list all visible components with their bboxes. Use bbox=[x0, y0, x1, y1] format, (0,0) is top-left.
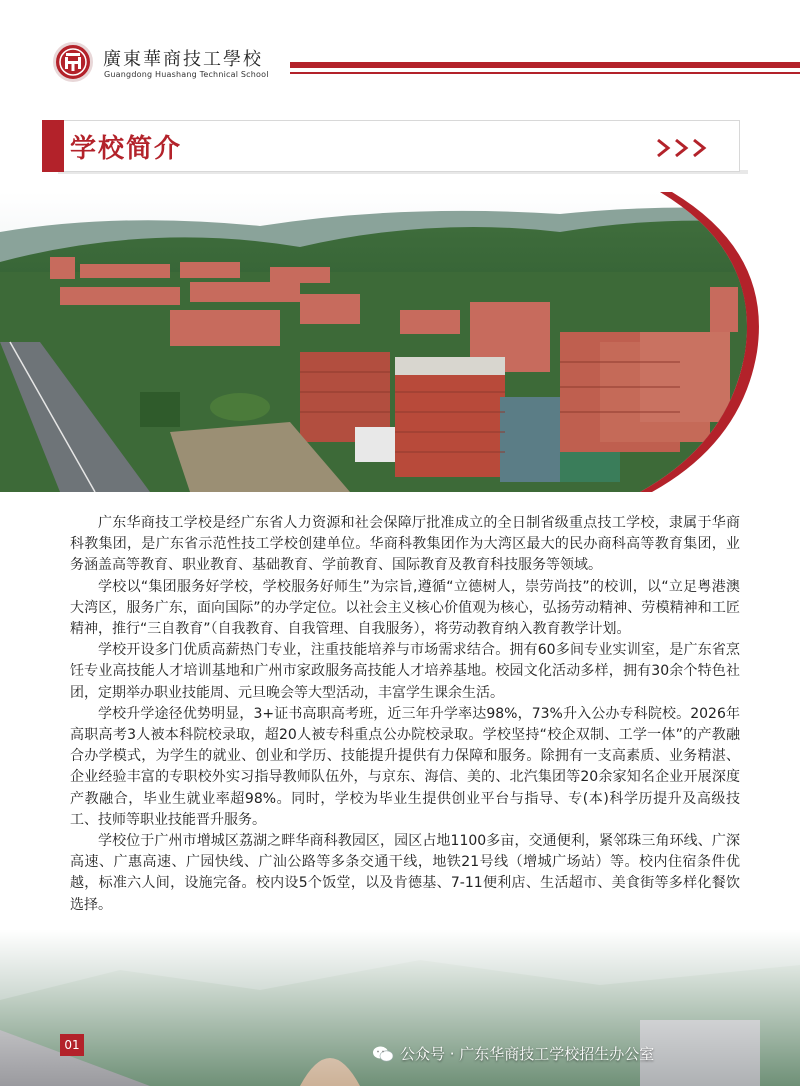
wechat-icon bbox=[372, 1045, 394, 1063]
title-bar-accent bbox=[42, 120, 64, 172]
school-logo bbox=[53, 42, 93, 82]
section-title: 学校简介 bbox=[70, 134, 183, 164]
school-name-en: Guangdong Huashang Technical School bbox=[104, 70, 269, 79]
intro-body bbox=[70, 513, 740, 916]
header-rule-thick bbox=[290, 62, 800, 68]
intro-paragraph-1: 广东华商技工学校是经广东省人力资源和社会保障厅批准成立的全日制省级重点技工学校，隶属于华商科教集团，是广东省示范性技工学校创建单位。华商科教集团作为大湾区最大的民办商科高等教育集团，业务涵盖高等教育、职业教育、基础教育、学前教育、国际教育及教育科技服务等领域。 bbox=[70, 515, 740, 574]
wechat-account-name: 公众号 · 广东华商技工学校招生办公室 bbox=[400, 1045, 655, 1063]
school-name-cn: 廣東華商技工學校 bbox=[103, 49, 263, 70]
page-number: 01 bbox=[60, 1034, 84, 1056]
intro-paragraph-2: 学校以“集团服务好学校，学校服务好师生”为宗旨,遵循“立德树人，崇劳尚技”的校训，以“立足粤港澳大湾区，服务广东，面向国际”的办学定位。以社会主义核心价值观为核心，弘扬劳动精神、劳模精神和工匠精神，推行“三自教育”（自我教育、自我管理、自我服务），将劳动教育纳入教育教学计划。 bbox=[70, 578, 740, 638]
intro-paragraph-5: 学校位于广州市增城区荔湖之畔华商科教园区，园区占地1100多亩，交通便利，紧邻珠三角环线、广深高速、广惠高速、广园快线、广汕公路等多条交通干线，地铁21号线（增城广场站）等。校内住宿条件优越，标准六人间，设施完备。校内设5个饭堂，以及肯德基、7-11便利店、生活超市、美食街等多样化餐饮选择。 bbox=[70, 833, 740, 913]
campus-aerial-photo bbox=[0, 192, 800, 492]
intro-paragraph-3: 学校开设多门优质高薪热门专业，注重技能培养与市场需求结合。拥有60多间专业实训室，是广东省烹饪专业高技能人才培训基地和广州市家政服务高技能人才培养基地。校园文化活动多样，拥有30余个特色社团，定期举办职业技能周、元旦晚会等大型活动，丰富学生课余生活。 bbox=[70, 642, 740, 701]
intro-paragraph-4: 学校升学途径优势明显，3+证书高职高考班，近三年升学率达98%，73%升入公办专科院校。2026年高职高考3人被本科院校录取，超20人被专科重点公办院校录取。学校坚持“校企双制、工学一体”的产教融合办学模式，为学生的就业、创业和学历、技能提升提供有力保障和服务。除拥有一支高素质、业务精湛、企业经验丰富的专职校外实习指导教师队伍外，与京东、海信、美的、北汽集团等20余家知名企业开展深度产教融合，毕业生就业率超98%。同时，学校为毕业生提供创业平台与指导、专(本)科学历提升及高级技工、技师等职业技能晋升服务。 bbox=[70, 705, 740, 828]
header-rule-thin bbox=[290, 72, 800, 74]
triple-chevron-icon bbox=[656, 136, 712, 160]
wechat-account-label bbox=[372, 1043, 654, 1064]
